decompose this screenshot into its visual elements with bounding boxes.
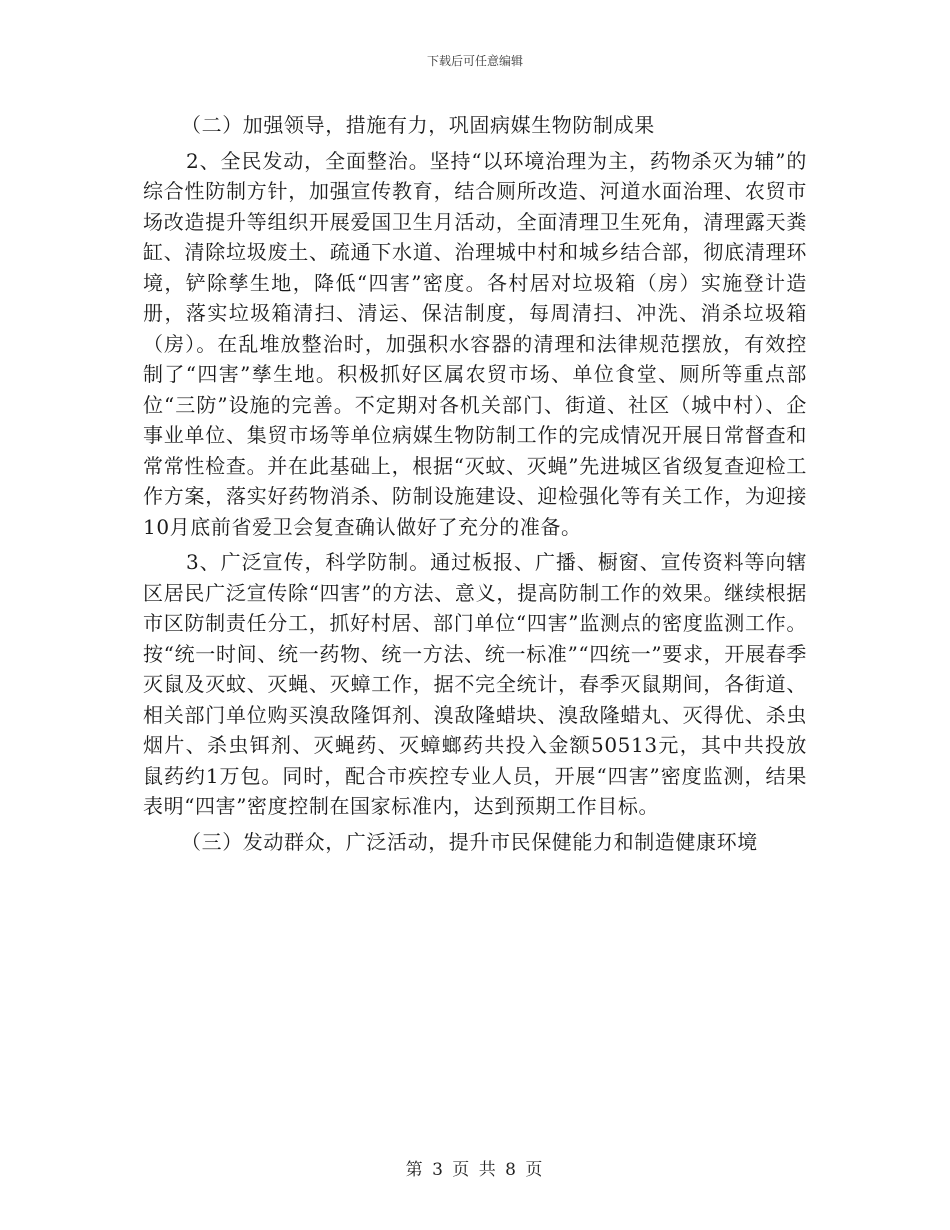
paragraph-item-3: 3、广泛宣传，科学防制。通过板报、广播、橱窗、宣传资料等向辖区居民广泛宣传除“四害”的方法、意义，提高防制工作的效果。继续根据市区防制责任分工，抓好村居、部门单位“四害”监测点的密度监测工作。按“统一时间、统一药物、统一方法、统一标准”“四统一”要求，开展春季灭鼠及灭蚊、灭蝇、灭蟑工作，据不完全统计，春季灭鼠期间，各街道、相关部门单位购买溴敌隆饵剂、溴敌隆蜡块、溴敌隆蜡丸、灭得优、杀虫烟片、杀虫铒剂、灭蝇药、灭蟑螂药共投入金额50513元，其中共投放鼠药约1万包。同时，配合市疾控专业人员，开展“四害”密度监测，结果表明“四害”密度控制在国家标准内，达到预期工作目标。 bbox=[143, 550, 807, 818]
section-heading-3: （三）发动群众，广泛活动，提升市民保健能力和制造健康环境 bbox=[181, 829, 758, 854]
paragraph-item-2: 2、全民发动，全面整治。坚持“以环境治理为主，药物杀灭为辅”的综合性防制方针，加强宣传教育，结合厕所改造、河道水面治理、农贸市场改造提升等组织开展爱国卫生月活动，全面清理卫生死角，清理露天粪缸、清除垃圾废土、疏通下水道、治理城中村和城乡结合部，彻底清理环境，铲除孳生地，降低“四害”密度。各村居对垃圾箱（房）实施登计造册，落实垃圾箱清扫、清运、保洁制度，每周清扫、冲洗、消杀垃圾箱（房）。在乱堆放整治时，加强积水容器的清理和法律规范摆放，有效控制了“四害”孳生地。积极抓好区属农贸市场、单位食堂、厕所等重点部位“三防”设施的完善。不定期对各机关部门、街道、社区（城中村）、企事业单位、集贸市场等单位病媒生物防制工作的完成情况开展日常督查和常常性检查。并在此基础上，根据“灭蚊、灭蝇”先进城区省级复查迎检工作方案，落实好药物消杀、防制设施建设、迎检强化等有关工作，为迎接10月底前省爱卫会复查确认做好了充分的准备。 bbox=[143, 148, 807, 539]
page-number: 第 3 页 共 8 页 bbox=[405, 1160, 545, 1180]
document-body bbox=[143, 110, 807, 857]
section-heading-2: （二）加强领导，措施有力，巩固病媒生物防制成果 bbox=[181, 113, 655, 137]
page-header-note: 下载后可任意编辑 bbox=[426, 54, 523, 68]
